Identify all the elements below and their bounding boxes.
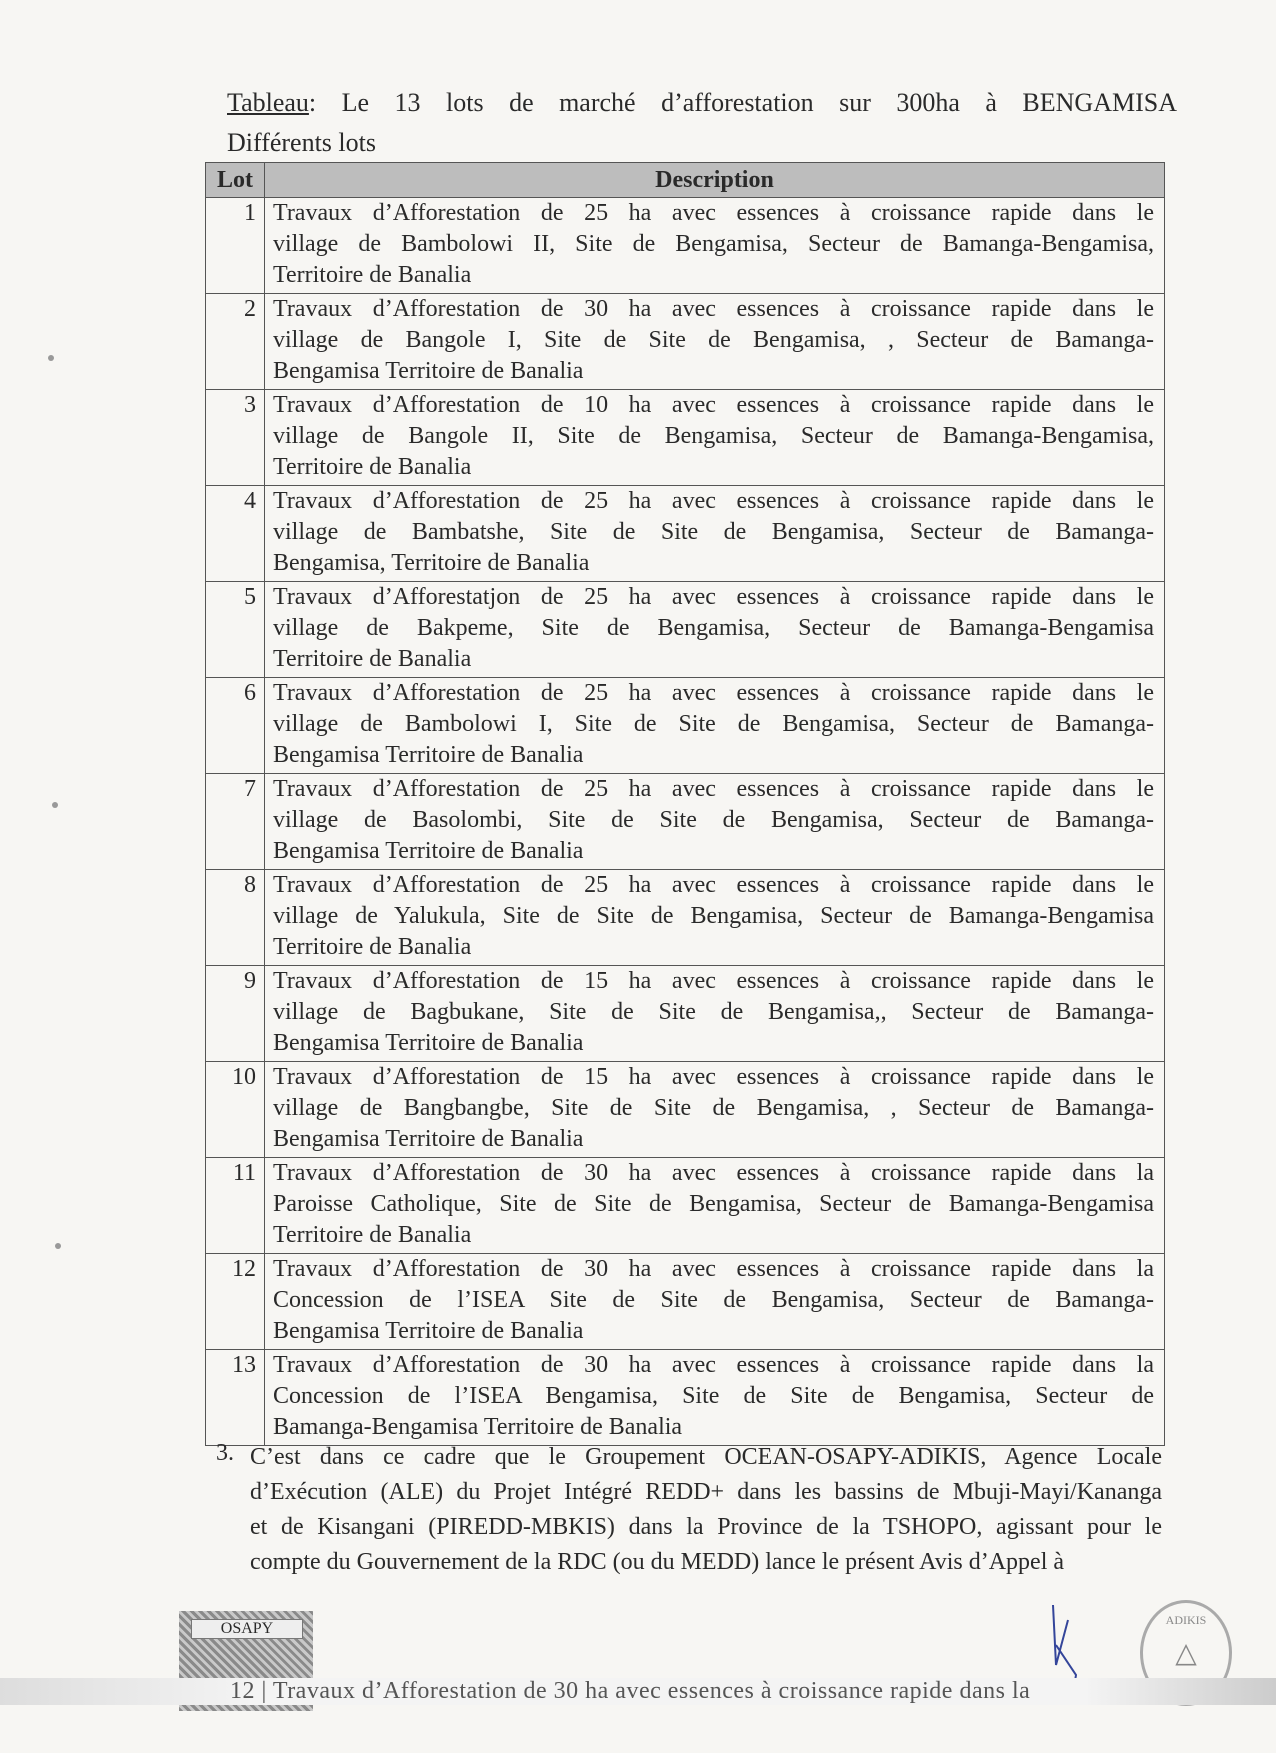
- description-line: Travaux d’Afforestation de 10 ha avec essences à croissance rapide dans le: [273, 392, 1154, 418]
- lot-number: 9: [206, 966, 265, 1062]
- description-line: Territoire de Banalia: [273, 454, 472, 480]
- paragraph-3: [216, 1440, 1162, 1580]
- logo-text: OSAPY: [191, 1619, 303, 1639]
- description-line: Travaux d’Afforestation de 25 ha avec essences à croissance rapide dans le: [273, 680, 1154, 706]
- description-line: Travaux d’Afforestation de 30 ha avec essences à croissance rapide dans le: [273, 296, 1154, 322]
- paragraph-number: 3.: [216, 1440, 234, 1466]
- table-header-row: [206, 163, 1165, 198]
- paragraph-line: compte du Gouvernement de la RDC (ou du MEDD) lance le présent Avis d’Appel à: [250, 1549, 1065, 1575]
- table-row: [206, 294, 1165, 390]
- description-line: Territoire de Banalia: [273, 646, 472, 672]
- paragraph-line: et de Kisangani (PIREDD-MBKIS) dans la Province de la TSHOPO, agissant pour le: [250, 1514, 1162, 1540]
- description-line: Concession de l’ISEA Site de Site de Bengamisa, Secteur de Bamanga-: [273, 1287, 1154, 1313]
- table-row: [206, 1350, 1165, 1446]
- table-caption: [227, 88, 1177, 118]
- table-row: [206, 774, 1165, 870]
- description-line: Travaux d’Afforestation de 15 ha avec essences à croissance rapide dans le: [273, 1064, 1154, 1090]
- table-row: [206, 582, 1165, 678]
- description-line: Travaux d’Afforestation de 25 ha avec essences à croissance rapide dans le: [273, 872, 1154, 898]
- description-line: Travaux d’Afforestation de 30 ha avec essences à croissance rapide dans la: [273, 1160, 1154, 1186]
- caption-label: Tableau: [227, 88, 309, 117]
- table-row: [206, 678, 1165, 774]
- description-line: Bengamisa Territoire de Banalia: [273, 1318, 584, 1344]
- description-line: Bengamisa Territoire de Banalia: [273, 742, 584, 768]
- table-row: [206, 1062, 1165, 1158]
- description-line: village de Bambatshe, Site de Site de Bengamisa, Secteur de Bamanga-: [273, 519, 1154, 545]
- description-line: village de Bangbangbe, Site de Site de Bengamisa, , Secteur de Bamanga-: [273, 1095, 1154, 1121]
- description-line: village de Bambolowi II, Site de Bengamisa, Secteur de Bamanga-Bengamisa,: [273, 231, 1154, 257]
- lot-description: [265, 294, 1165, 390]
- description-line: Bengamisa Territoire de Banalia: [273, 1126, 584, 1152]
- lot-description: [265, 1158, 1165, 1254]
- description-line: village de Bambolowi I, Site de Site de Bengamisa, Secteur de Bamanga-: [273, 711, 1154, 737]
- table-row: [206, 1254, 1165, 1350]
- subtitle: Différents lots: [227, 128, 376, 157]
- description-line: Territoire de Banalia: [273, 934, 472, 960]
- lot-description: [265, 870, 1165, 966]
- paragraph-line: d’Exécution (ALE) du Projet Intégré REDD+ dans les bassins de Mbuji-Mayi/Kananga: [250, 1479, 1162, 1505]
- header-lot: Lot: [206, 163, 265, 198]
- lot-number: 7: [206, 774, 265, 870]
- description-line: village de Bangole II, Site de Bengamisa, Secteur de Bamanga-Bengamisa,: [273, 423, 1154, 449]
- lot-number: 8: [206, 870, 265, 966]
- lot-description: [265, 1350, 1165, 1446]
- lot-number: 11: [206, 1158, 265, 1254]
- lot-description: [265, 966, 1165, 1062]
- description-line: Bengamisa Territoire de Banalia: [273, 1030, 584, 1056]
- description-line: Territoire de Banalia: [273, 1222, 472, 1248]
- description-line: village de Bakpeme, Site de Bengamisa, Secteur de Bamanga-Bengamisa: [273, 615, 1154, 641]
- stamp-text: ADIKIS: [1165, 1613, 1207, 1627]
- scan-speck: [48, 355, 54, 361]
- lot-number: 1: [206, 198, 265, 294]
- paragraph-line: C’est dans ce cadre que le Groupement OCEAN-OSAPY-ADIKIS, Agence Locale: [250, 1444, 1162, 1470]
- description-line: Bengamisa Territoire de Banalia: [273, 838, 584, 864]
- description-line: village de Bangole I, Site de Site de Bengamisa, , Secteur de Bamanga-: [273, 327, 1154, 353]
- caption-text: : Le 13 lots de marché d’afforestation sur 300ha à BENGAMISA: [308, 88, 1177, 117]
- table-row: [206, 1158, 1165, 1254]
- lot-description: [265, 198, 1165, 294]
- lot-description: [265, 390, 1165, 486]
- lot-number: 6: [206, 678, 265, 774]
- table-row: [206, 390, 1165, 486]
- footer-text: 12 | Travaux d’Afforestation de 30 ha avec essences à croissance rapide dans la: [230, 1678, 1031, 1704]
- lot-description: [265, 486, 1165, 582]
- description-line: Bamanga-Bengamisa Territoire de Banalia: [273, 1414, 683, 1440]
- lot-description: [265, 582, 1165, 678]
- description-line: Concession de l’ISEA Bengamisa, Site de Site de Bengamisa, Secteur de: [273, 1383, 1154, 1409]
- description-line: Travaux d’Afforestation de 25 ha avec essences à croissance rapide dans le: [273, 200, 1154, 226]
- description-line: Travaux d’Afforestation de 15 ha avec essences à croissance rapide dans le: [273, 968, 1154, 994]
- description-line: Travaux d’Afforestation de 30 ha avec essences à croissance rapide dans la: [273, 1352, 1154, 1378]
- lot-description: [265, 774, 1165, 870]
- table-row: [206, 966, 1165, 1062]
- lot-description: [265, 678, 1165, 774]
- description-line: village de Basolombi, Site de Site de Bengamisa, Secteur de Bamanga-: [273, 807, 1154, 833]
- lot-number: 2: [206, 294, 265, 390]
- description-line: Travaux d’Afforestation de 30 ha avec essences à croissance rapide dans la: [273, 1256, 1154, 1282]
- description-line: village de Yalukula, Site de Site de Bengamisa, Secteur de Bamanga-Bengamisa: [273, 903, 1154, 929]
- lot-number: 10: [206, 1062, 265, 1158]
- description-line: Travaux d’Afforestatjon de 25 ha avec essences à croissance rapide dans le: [273, 584, 1154, 610]
- scan-speck: [55, 1243, 61, 1249]
- footer-bleed-through: [0, 1678, 1276, 1705]
- table-row: [206, 870, 1165, 966]
- lot-number: 12: [206, 1254, 265, 1350]
- description-line: Bengamisa Territoire de Banalia: [273, 358, 584, 384]
- description-line: Bengamisa, Territoire de Banalia: [273, 550, 590, 576]
- description-line: Territoire de Banalia: [273, 262, 472, 288]
- lot-number: 13: [206, 1350, 265, 1446]
- lot-number: 4: [206, 486, 265, 582]
- scan-speck: [52, 802, 58, 808]
- table-row: [206, 486, 1165, 582]
- description-line: village de Bagbukane, Site de Site de Bengamisa,, Secteur de Bamanga-: [273, 999, 1154, 1025]
- description-line: Travaux d’Afforestation de 25 ha avec essences à croissance rapide dans le: [273, 776, 1154, 802]
- lot-description: [265, 1062, 1165, 1158]
- stamp-emblem-icon: △: [1175, 1638, 1197, 1669]
- lot-description: [265, 1254, 1165, 1350]
- header-description: Description: [265, 163, 1165, 198]
- description-line: Paroisse Catholique, Site de Site de Bengamisa, Secteur de Bamanga-Bengamisa: [273, 1191, 1154, 1217]
- description-line: Travaux d’Afforestation de 25 ha avec essences à croissance rapide dans le: [273, 488, 1154, 514]
- lot-number: 3: [206, 390, 265, 486]
- lot-number: 5: [206, 582, 265, 678]
- lots-table: [205, 162, 1165, 1446]
- table-row: [206, 198, 1165, 294]
